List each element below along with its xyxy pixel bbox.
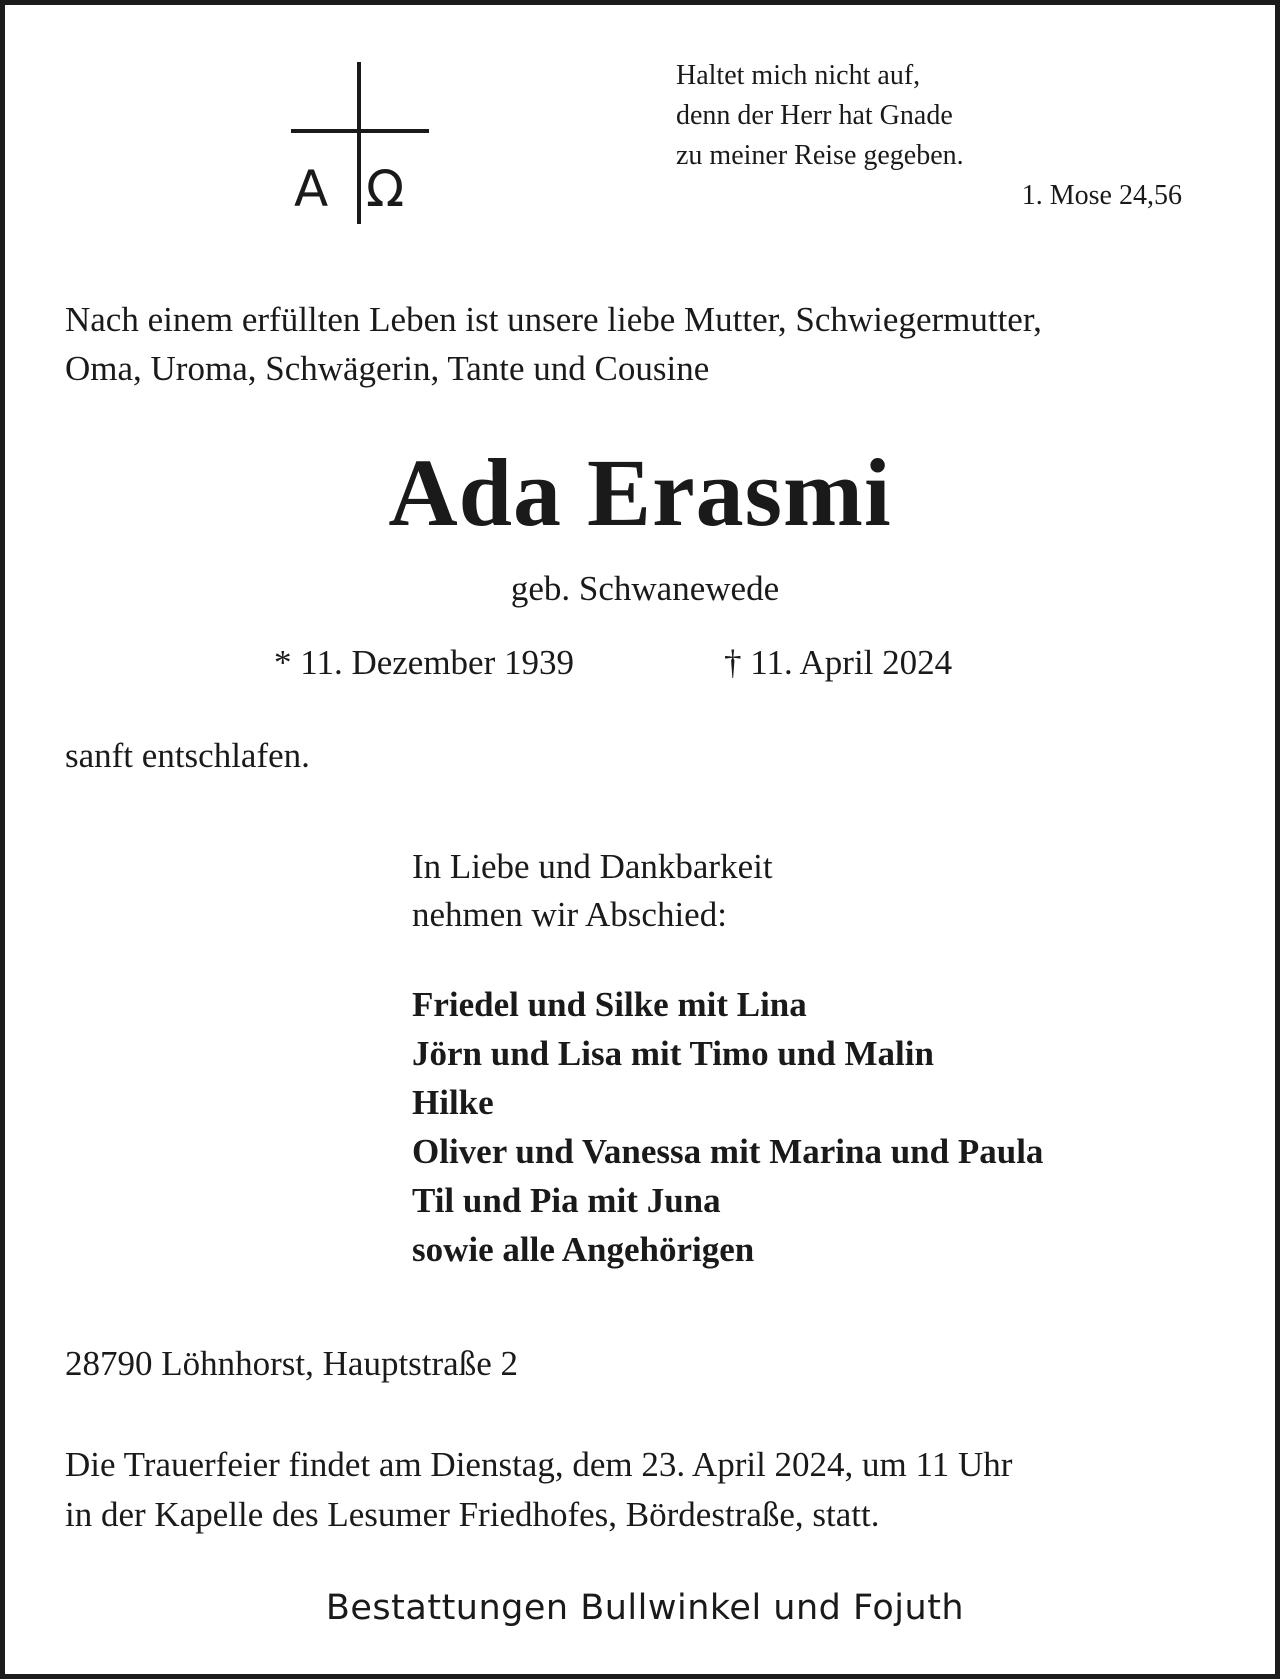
verse-line: Haltet mich nicht auf, [676,60,921,91]
born-name: geb. Schwanewede [510,569,780,608]
intro-line: Oma, Uroma, Schwägerin, Tante und Cousine [65,349,710,388]
asleep-text: sanft entschlafen. [65,736,310,775]
farewell-line: In Liebe und Dankbarkeit [412,847,773,886]
mourner-entry: Oliver und Vanessa mit Marina und Paula [412,1132,1044,1171]
family-address: 28790 Löhnhorst, Hauptstraße 2 [65,1344,518,1383]
service-line: Die Trauerfeier findet am Dienstag, dem 23. April 2024, um 11 Uhr [65,1445,1013,1484]
service-line: in der Kapelle des Lesumer Friedhofes, Bördestraße, statt. [65,1495,880,1534]
intro-line: Nach einem erfüllten Leben ist unsere liebe Mutter, Schwiegermutter, [65,300,1042,339]
farewell-text [412,843,773,939]
mourners-list [412,980,1043,1274]
intro-text [65,295,1225,393]
undertaker-name: Bestattungen Bullwinkel und Fojuth [325,1588,965,1628]
mourner-entry: sowie alle Angehörigen [412,1230,755,1269]
mourner-entry: Jörn und Lisa mit Timo und Malin [412,1034,934,1073]
omega-glyph: Ω [366,160,405,218]
bible-verse [676,56,1206,216]
farewell-line: nehmen wir Abschied: [412,895,727,934]
mourner-entry: Hilke [412,1083,494,1122]
mourner-entry: Friedel und Silke mit Lina [412,985,807,1024]
verse-line: zu meiner Reise gegeben. [676,140,964,171]
verse-reference: 1. Mose 24,56 [1021,180,1182,211]
verse-line: denn der Herr hat Gnade [676,100,953,131]
alpha-glyph: A [294,160,329,218]
funeral-service-info [65,1440,1225,1540]
mourner-entry: Til und Pia mit Juna [412,1181,721,1220]
death-date: † 11. April 2024 [724,643,953,682]
deceased-name: Ada Erasmi [388,439,892,546]
cross-alpha-omega-icon [286,60,436,230]
birth-date: * 11. Dezember 1939 [274,643,574,682]
